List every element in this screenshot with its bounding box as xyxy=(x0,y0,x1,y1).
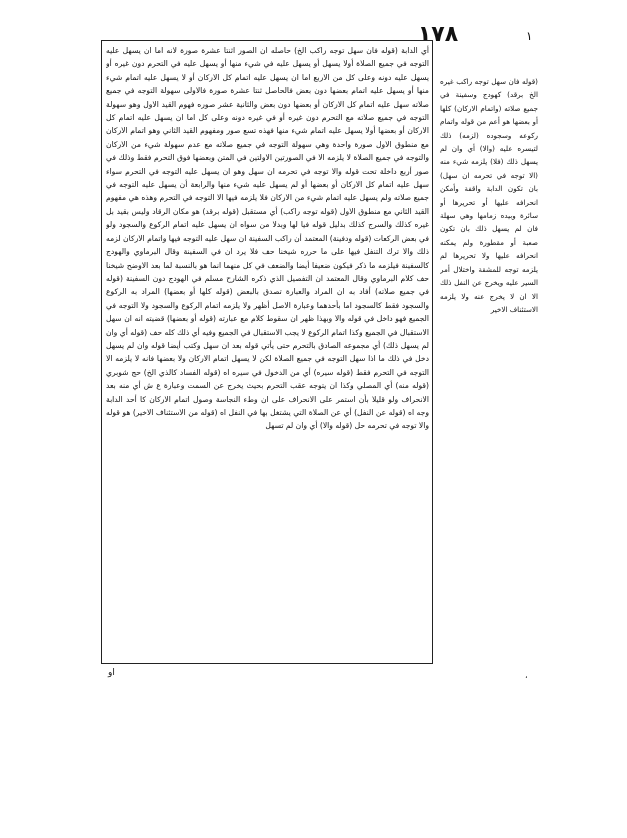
top-mark: ١ xyxy=(526,29,533,43)
footer-catchword: او xyxy=(108,668,115,678)
margin-matn-text: (قوله فان سهل توجه راكب غيره الخ برقد) كهودج وسفينة في جميع صلاته (واتمام الاركان) كلها أو بعضها هو أعم من قوله واتمام ركوعه وسجوده (لزمه) ذلك لتيسره عليه (والا) أي وان لم يسهل ذلك (فلا) يلزمه شيء منه (الا توجه في تحرمه ان سهل) بان تكون الدابة واقفة وأمكن انحرافه عليها أو تحريرها أو سائرة وبيده زمامها وهي سهلة فان لم يسهل ذلك بان تكون صعبة أو مقطورة ولم يمكنه انحرافه عليها ولا تحريرها لم يلزمه توجه للمشقة واختلال أمر السير عليه ويخرج عن النفل ذلك الا ان لا يخرج عنه ولا يلزمه الاستئناف الاخير xyxy=(440,77,538,314)
main-commentary-text: أي الدابة (قوله فان سهل توجه راكب الخ) حاصله ان الصور اثنتا عشرة صورة لانه اما ان يسهل عليه التوجه في جميع الصلاة أولا يسهل أو يسهل عليه في شيء منها أو يسهل عليه في التحرم دون غيره أو يسهل عليه دونه وعلى كل من الاربع اما ان يسهل عليه اتمام كل الاركان أو لا يسهل عليه اتمام شيء منها أو يسهل عليه اتمام بعضها دون بعض فالحاصل ثنتا عشرة صورة فالاولى سهولة التوجه في جميع صلاته سهل عليه اتمام كل الاركان أو بعضها دون بعض والثانية عشر صوره فهوم القيد الاول وهو سهولة التوجه في جميع صلاته مع التحرم دون غيره أو في غيره دونه وعلى كل اما ان يسهل عليه اتمام كل الاركان أو بعضها أولا يسهل عليه اتمام شيء منها فهذه تسع صور ومفهوم القيد الثاني وهو اتمام الاركان مع منطوق الاول صورة واحدة وهي سهولة التوجه في جميع صلاته مع عدم سهولة شيء من الاركان والتوجه في جميع الصلاة لا يلزمه الا في الصورتين الاولتين في المتن وبعضها فوق التحرم فقط وذلك في صور أربع داخلة تحت قوله والا توجه في تحرمه ان سهل وهو ان يسهل عليه التوجه في التحرم سواء سهل عليه اتمام كل الاركان أو بعضها أو لم يسهل عليه شيء منها والرابعة أن يسهل عليه التوجه في جميع صلاته ولم يسهل عليه اتمام شيء من الاركان فلا يلزمه فيها الا التوجه في التحرم وهذه هي مفهوم القيد الثاني مع منطوق الاول (قوله توجه راكب) أي مستقبل (قوله برقد) هو مكان الرقاد وليس بقيد بل غيره كذلك والسرج كذلك بدليل قوله فيا لها وبدلا من سواه ان يسهل عليه اتمام الركوع والسجود ولو في بعض الركعات (قوله ودفينة) المعتمد أن راكب السفينة ان سهل عليه التوجه فيها واتمام الاركان لزمه ذلك والا ترك التنفل فيها على ما حرره شيخنا حف فلا يرد ان في السفينة وقال البرماوي والهودج كالسفينة فيلزمه ما ذكر فيكون ضعيفا أيضا والضعف في كل منهما انما هو بالنسبة لما بعد الاوضح شيخنا حف كلام البرماوي وقال المعتمد ان التفصيل الذي ذكره الشارح مسلم في الهودج دون السفينة (قوله في جميع صلاته) أفاد به ان المراد والعبارة تصدق بالبعض (قوله كلها أو بعضها) المراد به الركوع والسجود فقط كالسجود اما بأحدهما وعبارة الاصل أظهر ولا يلزمه اتمام الركوع والسجود ولا التوجه في الجميع فهو داخل في قوله والا وبهذا ظهر ان سقوط كلام مع عبارته (قوله أو بعضها) قضيته انه ان سهل الاستقبال في الجميع وكذا اتمام الركوع لا يجب الاستقبال في الجميع وفيه أي ذلك كله حف (قوله أي وان لم يسهل ذلك) أي مجموعه الصادق بالتحرم حتى يأتي قوله بعد ان سهل وكتب أيضا قوله وان لم يسهل دخل في ذلك ما اذا سهل التوجه في جميع الصلاة لكن لا يسهل اتمام الاركان ولا بعضها فانه لا يلزمه الا التوجه في التحرم فقط (قوله سيره) أي من الدخول في سيره اه (قوله الفساد كالذي الخ) حج شوبري (قوله منه) أي المصلي وكذا ان يتوجه عقب التحرم بحيث يخرج عن السمت وعبارة ع ش أي منه بعد الانحراف ولو قليلا بأن استمر على الانحراف على ان وطء النجاسة وصول اتمام الاركان كا أحد الدابة وجه اه (قوله عن النفل) أي عن الصلاة التي يشتغل بها في النفل اه (قوله من الاستئناف الاخير) هو قوله والا توجه في تحرمه حل (قوله والا) أي وان لم تسهل xyxy=(106,46,429,431)
page-number: ١٧٨ xyxy=(417,22,459,47)
side-mark: ، xyxy=(525,671,528,680)
